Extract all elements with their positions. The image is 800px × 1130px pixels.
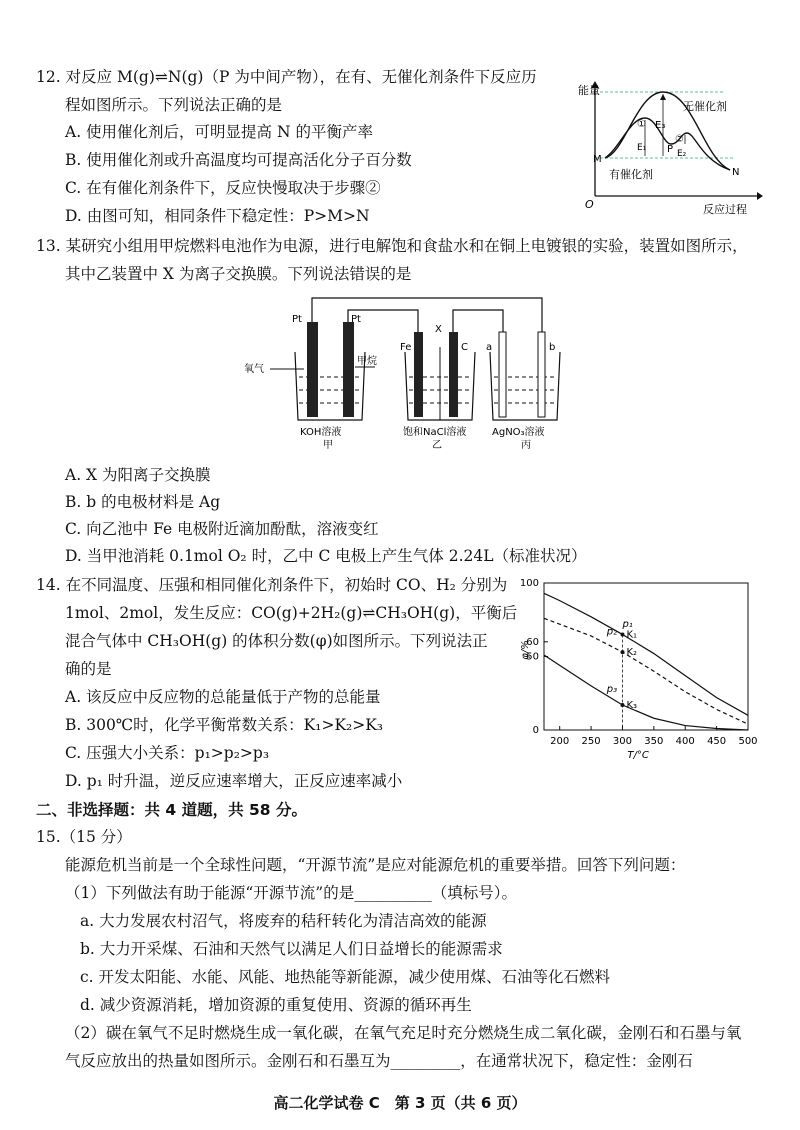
point-label-k3: K₃ <box>626 700 638 712</box>
q13-stem-line1: 13. 某研究小组用甲烷燃料电池作为电源，进行电解饱和食盐水和在铜上电镀银的实验，装置如图所示， <box>36 237 748 255</box>
q13-option-d: D. 当甲池消耗 0.1mol O₂ 时，乙中 C 电极上产生气体 2.24L（标准状况） <box>65 547 587 565</box>
q12-option-b: B. 使用催化剂或升高温度均可提高活化分子百分数 <box>65 151 412 169</box>
page-footer: 高二化学试卷 C 第 3 页（共 6 页） <box>273 1094 527 1112</box>
q14-stem-line4: 确的是 <box>65 660 112 678</box>
q12-stem-line2: 程如图所示。下列说法正确的是 <box>65 96 283 114</box>
q13-koh: KOH溶液 <box>300 427 342 438</box>
q13-x: X <box>435 324 442 335</box>
q12-label-catalyst: 有催化剂 <box>609 168 653 181</box>
q13-b: b <box>549 342 556 353</box>
q12-label-e2: E₂ <box>677 149 687 159</box>
x-tick-label: 400 <box>675 736 695 747</box>
q13-fe: Fe <box>400 342 412 353</box>
q12-label-no-catalyst: 无催化剂 <box>683 100 727 113</box>
q13-methane: 甲烷 <box>357 356 377 367</box>
q14-stem-line1: 14. 在不同温度、压强和相同催化剂条件下，初始时 CO、H₂ 分别为 <box>36 576 508 594</box>
q13-bing: 丙 <box>521 440 531 451</box>
y-tick-label: 50 <box>526 651 539 663</box>
q12-label-m: M <box>593 154 602 165</box>
q13-c: C <box>461 342 468 353</box>
q12-stem-line1: 12. 对反应 M(g)⇌N(g)（P 为中间产物），在有、无催化剂条件下反应历 <box>36 68 537 86</box>
q13-option-a: A. X 为阳离子交换膜 <box>65 466 211 484</box>
q14-option-a: A. 该反应中反应物的总能量低于产物的总能量 <box>65 688 381 706</box>
section-2-heading: 二、非选择题：共 4 道题，共 58 分。 <box>36 801 307 819</box>
q13-pt2: Pt <box>351 314 361 325</box>
series-line-p1 <box>544 593 748 715</box>
q12-option-d: D. 由图可知，相同条件下稳定性：P>M>N <box>65 207 370 225</box>
q15-choice-b: b. 大力开采煤、石油和天然气以满足人们日益增长的能源需求 <box>80 940 503 958</box>
q12-option-a: A. 使用催化剂后，可明显提高 N 的平衡产率 <box>65 123 373 141</box>
q14-option-c: C. 压强大小关系：p₁>p₂>p₃ <box>65 744 270 762</box>
q12-label-e1: E₁ <box>637 143 647 153</box>
q15-intro: 能源危机当前是一个全球性问题，“开源节流”是应对能源危机的重要举措。回答下列问题： <box>65 856 686 874</box>
q12-xlabel: 反应过程 <box>703 203 747 216</box>
point-label-k1: K₁ <box>626 629 638 641</box>
q13-pt1: Pt <box>292 314 302 325</box>
y-tick-label: 0 <box>532 725 539 736</box>
q15-choice-d: d. 减少资源消耗，增加资源的重复使用、资源的循环再生 <box>80 996 472 1014</box>
y-tick-label: 100 <box>519 578 539 589</box>
q12-step1: ① <box>637 119 646 130</box>
chart-frame <box>544 583 748 730</box>
y-axis-label: φ/% <box>520 640 531 660</box>
y-tick-label: 60 <box>526 636 539 648</box>
x-tick-label: 500 <box>738 736 758 747</box>
q14-stem-line2: 1mol、2mol，发生反应：CO(g)+2H₂(g)⇌CH₃OH(g)，平衡后 <box>65 604 518 622</box>
q13-apparatus-diagram <box>240 292 570 462</box>
q13-nacl: 饱和NaCl溶液 <box>403 427 467 438</box>
q14-stem-line3: 混合气体中 CH₃OH(g) 的体积分数(φ)如图所示。下列说法正 <box>65 632 488 650</box>
q13-jia: 甲 <box>323 440 333 451</box>
q12-step2: ② <box>675 134 684 145</box>
q15-choice-c: c. 开发太阳能、水能、风能、地热能等新能源，减少使用煤、石油等化石燃料 <box>80 968 611 986</box>
q15-choice-a: a. 大力发展农村沼气，将废弃的秸秆转化为清洁高效的能源 <box>80 912 487 930</box>
series-label-p3: p₃ <box>606 683 618 695</box>
q13-a: a <box>486 342 493 353</box>
series-line-p2 <box>544 618 748 724</box>
q13-yi: 乙 <box>432 440 442 451</box>
q12-ylabel: 能量 <box>578 84 600 97</box>
q15-part2-line2: 气反应放出的热量如图所示。金刚石和石墨互为_________，在通常状况下，稳定性：金刚石 <box>65 1052 693 1070</box>
q12-origin: O <box>585 198 594 211</box>
q12-label-n: N <box>732 167 740 178</box>
q13-option-c: C. 向乙池中 Fe 电极附近滴加酚酞，溶液变红 <box>65 520 379 538</box>
x-tick-label: 200 <box>550 736 570 747</box>
q12-option-c: C. 在有催化剂条件下，反应快慢取决于步骤② <box>65 179 381 197</box>
q12-label-e3: E₃ <box>655 120 666 131</box>
x-tick-label: 450 <box>707 736 727 747</box>
x-tick-label: 300 <box>612 736 633 747</box>
q13-agno3: AgNO₃溶液 <box>492 427 545 438</box>
q13-stem-line2: 其中乙装置中 X 为离子交换膜。下列说法错误的是 <box>65 265 412 283</box>
series-label-p2: p₂ <box>606 626 618 638</box>
q14-phi-temperature-chart <box>508 575 758 765</box>
point-k1 <box>620 632 624 636</box>
x-tick-label: 350 <box>644 736 664 747</box>
q13-option-b: B. b 的电极材料是 Ag <box>65 493 221 511</box>
point-k2 <box>620 650 624 654</box>
series-label-p1: p₁ <box>622 619 633 631</box>
point-k3 <box>620 703 624 707</box>
q12-energy-diagram <box>575 78 765 218</box>
q15-heading: 15.（15 分） <box>36 828 132 846</box>
q14-option-d: D. p₁ 时升温，逆反应速率增大，正反应速率减小 <box>65 772 403 790</box>
q13-oxygen: 氧气 <box>244 364 264 375</box>
point-label-k2: K₂ <box>626 647 638 659</box>
q14-option-b: B. 300℃时，化学平衡常数关系：K₁>K₂>K₃ <box>65 716 384 734</box>
x-tick-label: 250 <box>581 736 601 747</box>
q15-part1: （1）下列做法有助于能源“开源节流”的是__________（填标号）。 <box>65 884 517 902</box>
q12-label-p: P <box>667 144 674 155</box>
q15-part2-line1: （2）碳在氧气不足时燃烧生成一氧化碳，在氧气充足时充分燃烧生成二氧化碳，金刚石和石墨与氧 <box>65 1024 742 1042</box>
x-axis-label: T/°C <box>627 750 649 761</box>
